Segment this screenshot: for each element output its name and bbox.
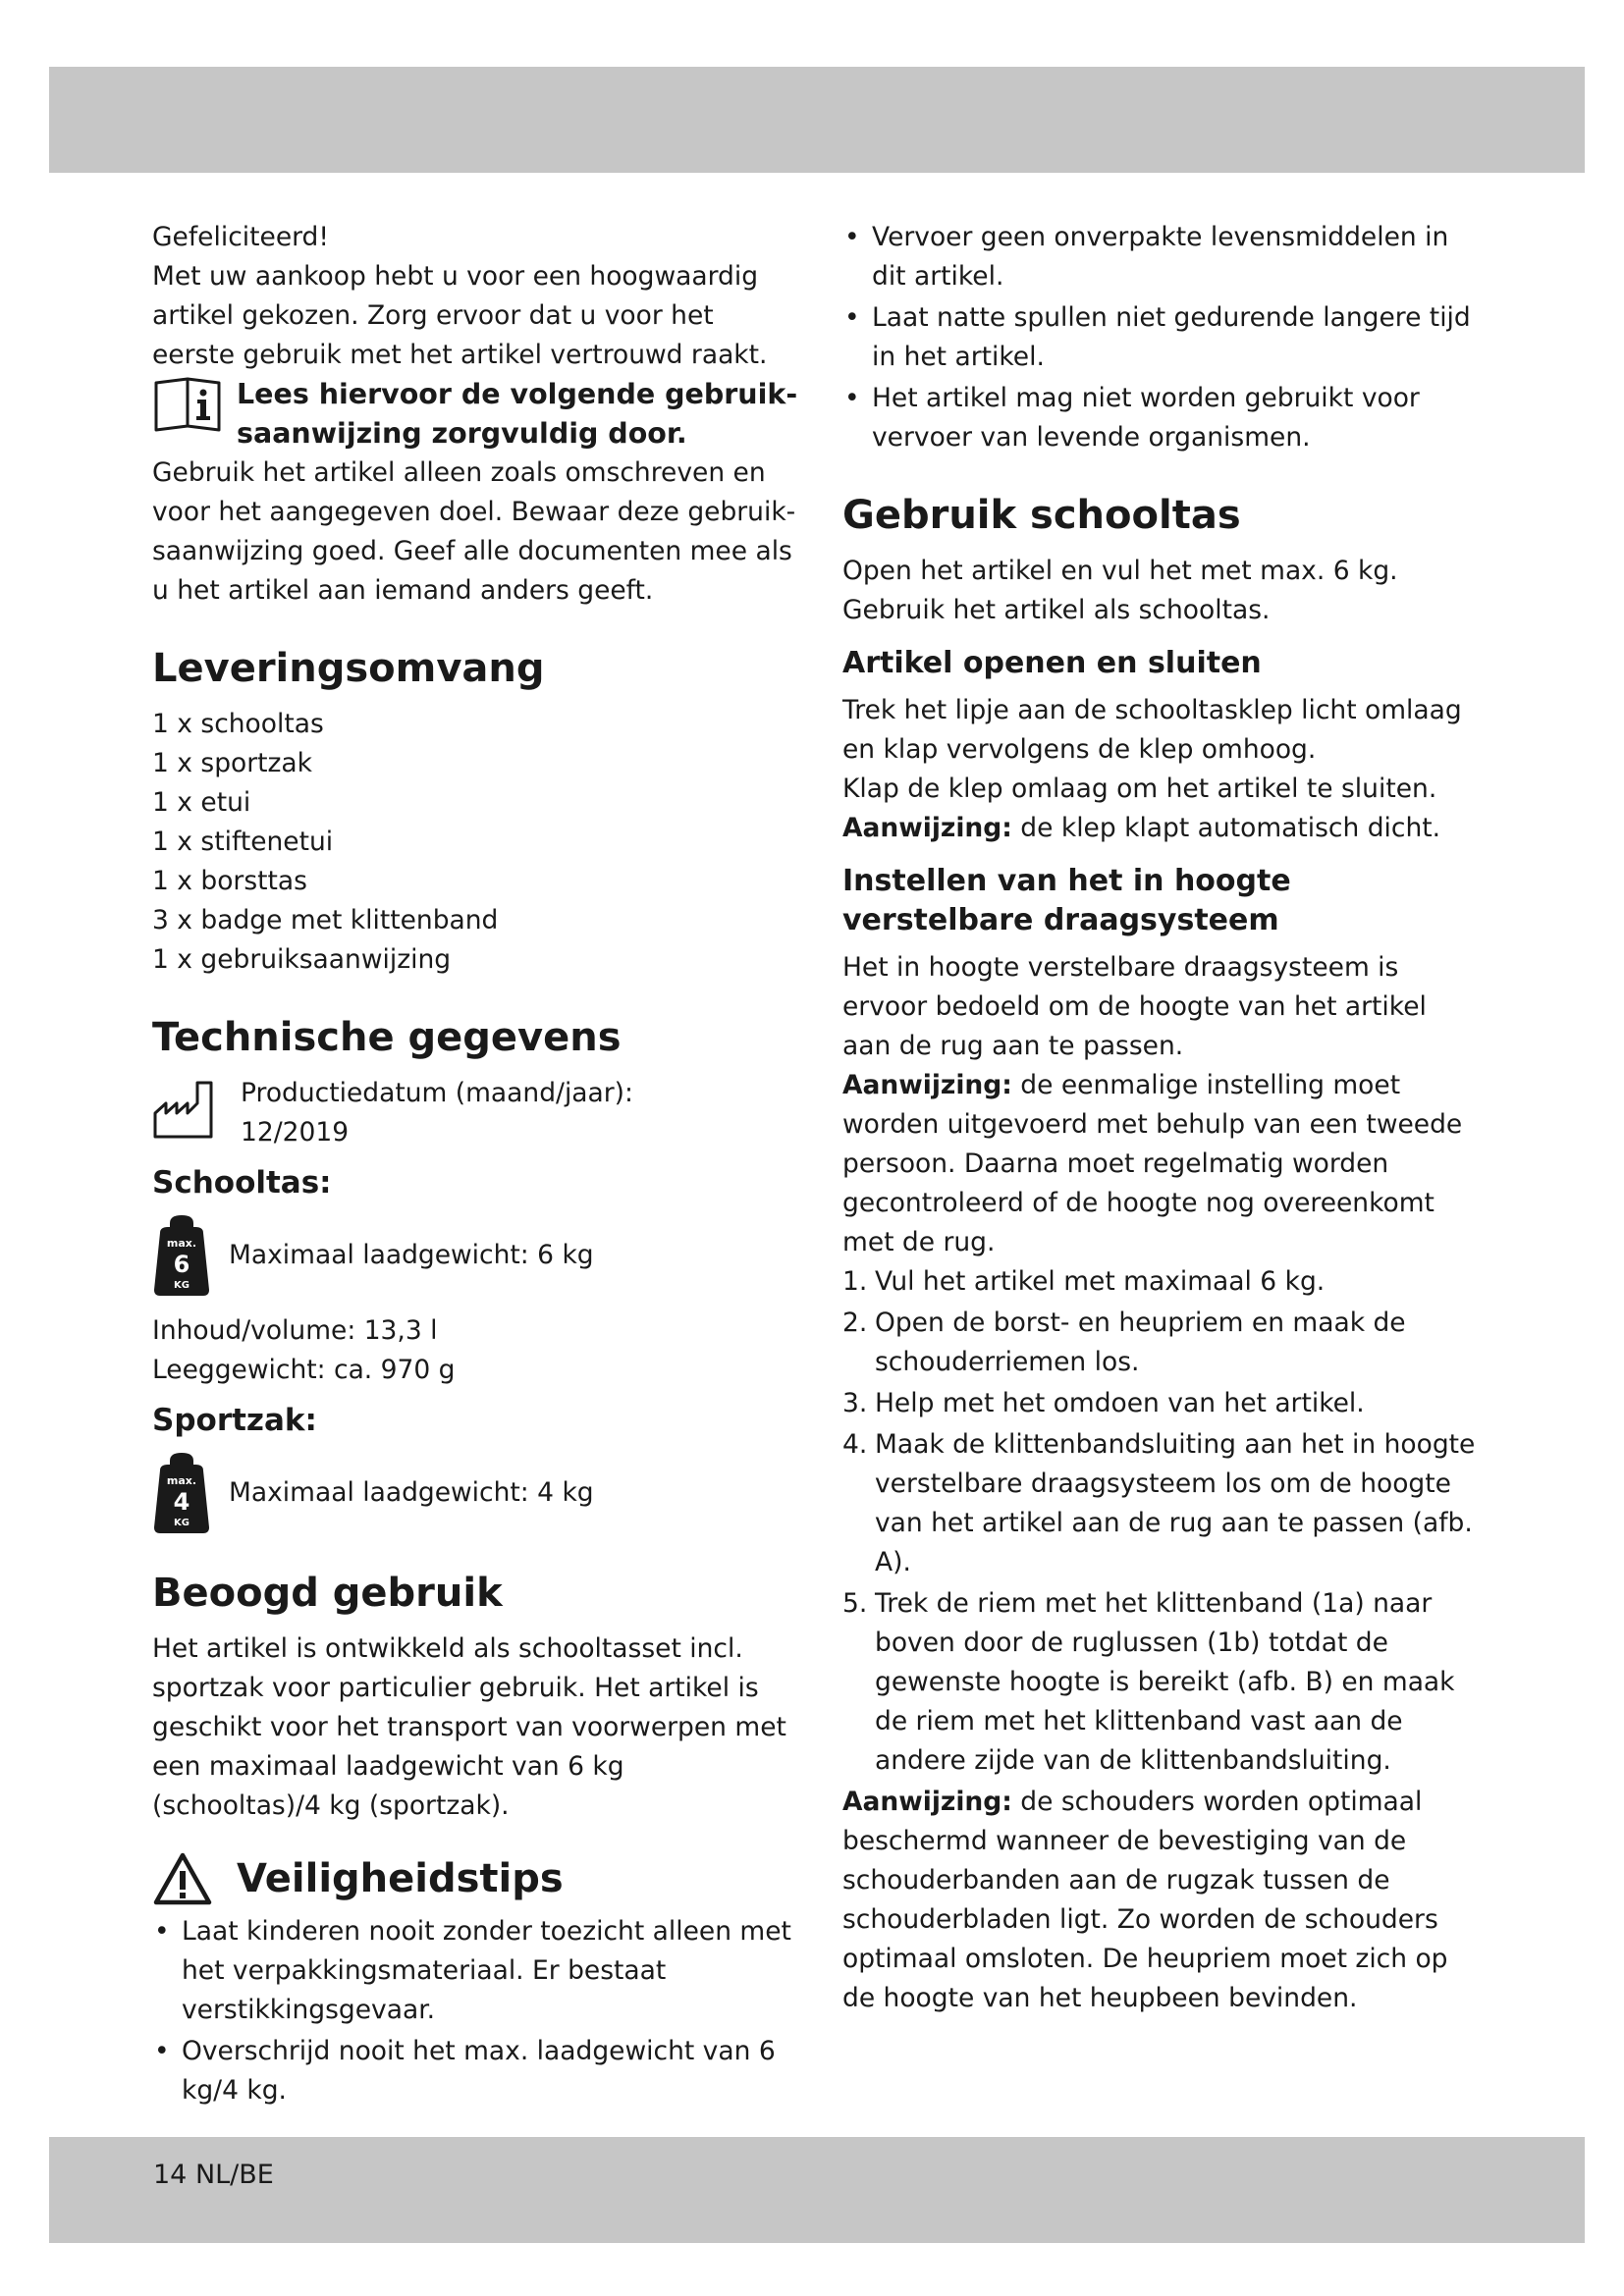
list-item: • Vervoer geen onverpakte levensmiddelen in dit artikel. xyxy=(842,218,1481,296)
schooltas-title: Schooltas: xyxy=(152,1165,332,1201)
sportzak-max-load-text: Maximaal laadgewicht: 4 kg xyxy=(229,1477,594,1508)
schooltas-empty-weight: Leeggewicht: ca. 970 g xyxy=(152,1355,456,1385)
svg-text:max.: max. xyxy=(166,1237,197,1250)
openen-p2: Klap de klep omlaag om het artikel te sluiten. xyxy=(842,774,1437,804)
schooltas-volume: Inhoud/volume: 13,3 l xyxy=(152,1315,438,1346)
instellen-p1: Het in hoogte verstelbare draagsysteem is ervoor bedoeld om de hoogte van het artikel aan de rug aan te passen. xyxy=(842,952,1427,1061)
openen-title: Artikel openen en sluiten xyxy=(842,646,1262,680)
schooltas-max-load-text: Maximaal laadgewicht: 6 kg xyxy=(229,1240,594,1270)
production-date-label: Productiedatum (maand/jaar): xyxy=(241,1078,633,1108)
instellen-title: Instellen van het in hoogte verstelbare draagsysteem xyxy=(842,864,1291,937)
intro-paragraph: Met uw aankoop hebt u voor een hoogwaardig artikel gekozen. Zorg ervoor dat u voor het eerste gebruik met het artikel vertrouwd raakt. xyxy=(152,261,768,370)
warning-triangle-icon xyxy=(152,1851,213,1906)
list-item: 1 x gebruiksaanwijzing xyxy=(152,944,452,975)
section-title-gebruik: Gebruik schooltas xyxy=(842,493,1241,538)
warning-heading xyxy=(152,1851,800,1906)
usage-paragraph: Gebruik het artikel alleen zoals omschreven en voor het aangegeven doel. Bewaar deze gebruik-saanwijzing goed. Geef alle documenten mee als u het artikel aan iemand anders geeft. xyxy=(152,457,796,606)
svg-text:6: 6 xyxy=(173,1251,190,1278)
sportzak-max-load xyxy=(152,1451,800,1535)
step-item: 2. Open de borst- en heupriem en maak de schouderriemen los. xyxy=(842,1308,1406,1377)
delivery-list xyxy=(152,705,800,980)
instellen-note1 xyxy=(842,1066,1481,1262)
safety-list-left xyxy=(152,1912,800,2110)
info-notice xyxy=(152,375,800,454)
list-item: • Het artikel mag niet worden gebruikt voor vervoer van levende organismen. xyxy=(842,379,1481,457)
list-item: 1 x stiftenetui xyxy=(152,827,334,857)
note-label: Aanwijzing: xyxy=(842,813,1012,843)
header-bar xyxy=(49,67,1585,173)
production-date-value: 12/2019 xyxy=(241,1117,350,1148)
instellen-steps xyxy=(842,1262,1481,1781)
info-text: Lees hiervoor de volgende gebruik-saanwijzing zorgvuldig door. xyxy=(237,378,798,450)
svg-text:KG: KG xyxy=(174,1518,189,1528)
list-item: • Overschrijd nooit het max. laadgewicht van 6 kg/4 kg. xyxy=(152,2032,800,2110)
svg-text:KG: KG xyxy=(174,1280,189,1291)
sportzak-title: Sportzak: xyxy=(152,1403,317,1438)
right-column xyxy=(842,218,1481,2018)
openen-note xyxy=(842,809,1481,848)
left-column xyxy=(152,218,800,2112)
beoogd-paragraph: Het artikel is ontwikkeld als schooltasset incl. sportzak voor particulier gebruik. Het artikel is geschikt voor het transport van voorwerpen met een maximaal laadgewicht van 6 kg (schooltas)/4 kg (sportzak). xyxy=(152,1633,786,1821)
note-text: de klep klapt automatisch dicht. xyxy=(1020,813,1441,843)
list-item: 1 x sportzak xyxy=(152,748,313,778)
note-text: de schouders worden optimaal beschermd wanneer de bevestiging van de schouderbanden aan de rugzak tussen de schouderbladen ligt. Zo worden de schouders optimaal omsloten. De heupriem moet zich op de hoogte van het heupbeen bevinden. xyxy=(842,1787,1448,2013)
list-item: • Laat natte spullen niet gedurende langere tijd in het artikel. xyxy=(842,298,1481,377)
instellen-note2 xyxy=(842,1783,1481,2018)
section-title-beoogd: Beoogd gebruik xyxy=(152,1571,503,1616)
step-item: 3. Help met het omdoen van het artikel. xyxy=(842,1388,1365,1418)
svg-text:4: 4 xyxy=(173,1488,190,1516)
svg-text:max.: max. xyxy=(166,1474,197,1487)
note-label: Aanwijzing: xyxy=(842,1787,1012,1817)
note-text: de eenmalige instelling moet worden uitgevoerd met behulp van een tweede persoon. Daarna moet regelmatig worden gecontroleerd of de hoogte nog overeenkomt met de rug. xyxy=(842,1070,1463,1257)
page-number: 14 NL/BE xyxy=(153,2160,274,2190)
safety-list-right xyxy=(842,218,1481,457)
gebruik-intro: Open het artikel en vul het met max. 6 kg. Gebruik het artikel als schooltas. xyxy=(842,556,1398,625)
section-title-levering: Leveringsomvang xyxy=(152,646,545,691)
step-item: 4. Maak de klittenbandsluiting aan het in hoogte verstelbare draagsysteem los om de hoogte van het artikel aan de rug aan te passen (afb. A). xyxy=(842,1429,1476,1577)
factory-date-icon xyxy=(152,1080,219,1141)
schooltas-max-load xyxy=(152,1213,800,1298)
list-item: • Laat kinderen nooit zonder toezicht alleen met het verpakkingsmateriaal. Er bestaat verstikkingsgevaar. xyxy=(152,1912,800,2030)
list-item: 1 x borsttas xyxy=(152,866,307,896)
step-item: 1. Vul het artikel met maximaal 6 kg. xyxy=(842,1266,1326,1297)
production-date xyxy=(152,1074,800,1152)
info-book-icon xyxy=(152,375,227,434)
list-item: 3 x badge met klittenband xyxy=(152,905,499,935)
section-title-technisch: Technische gegevens xyxy=(152,1015,622,1060)
list-item: 1 x schooltas xyxy=(152,709,324,739)
list-item: 1 x etui xyxy=(152,787,251,818)
section-title-veiligheid: Veiligheidstips xyxy=(237,1856,564,1901)
openen-p1: Trek het lipje aan de schooltasklep licht omlaag en klap vervolgens de klep omhoog. xyxy=(842,695,1462,765)
weight-4kg-icon xyxy=(152,1451,211,1535)
note-label: Aanwijzing: xyxy=(842,1070,1012,1100)
intro-greeting: Gefeliciteerd! xyxy=(152,222,330,252)
footer-bar xyxy=(49,2137,1585,2243)
step-item: 5. Trek de riem met het klittenband (1a) naar boven door de ruglussen (1b) totdat de gewenste hoogte is bereikt (afb. B) en maak de riem met het klittenband vast aan de andere zijde van de klittenbandsluiting. xyxy=(842,1588,1455,1776)
weight-6kg-icon xyxy=(152,1213,211,1298)
